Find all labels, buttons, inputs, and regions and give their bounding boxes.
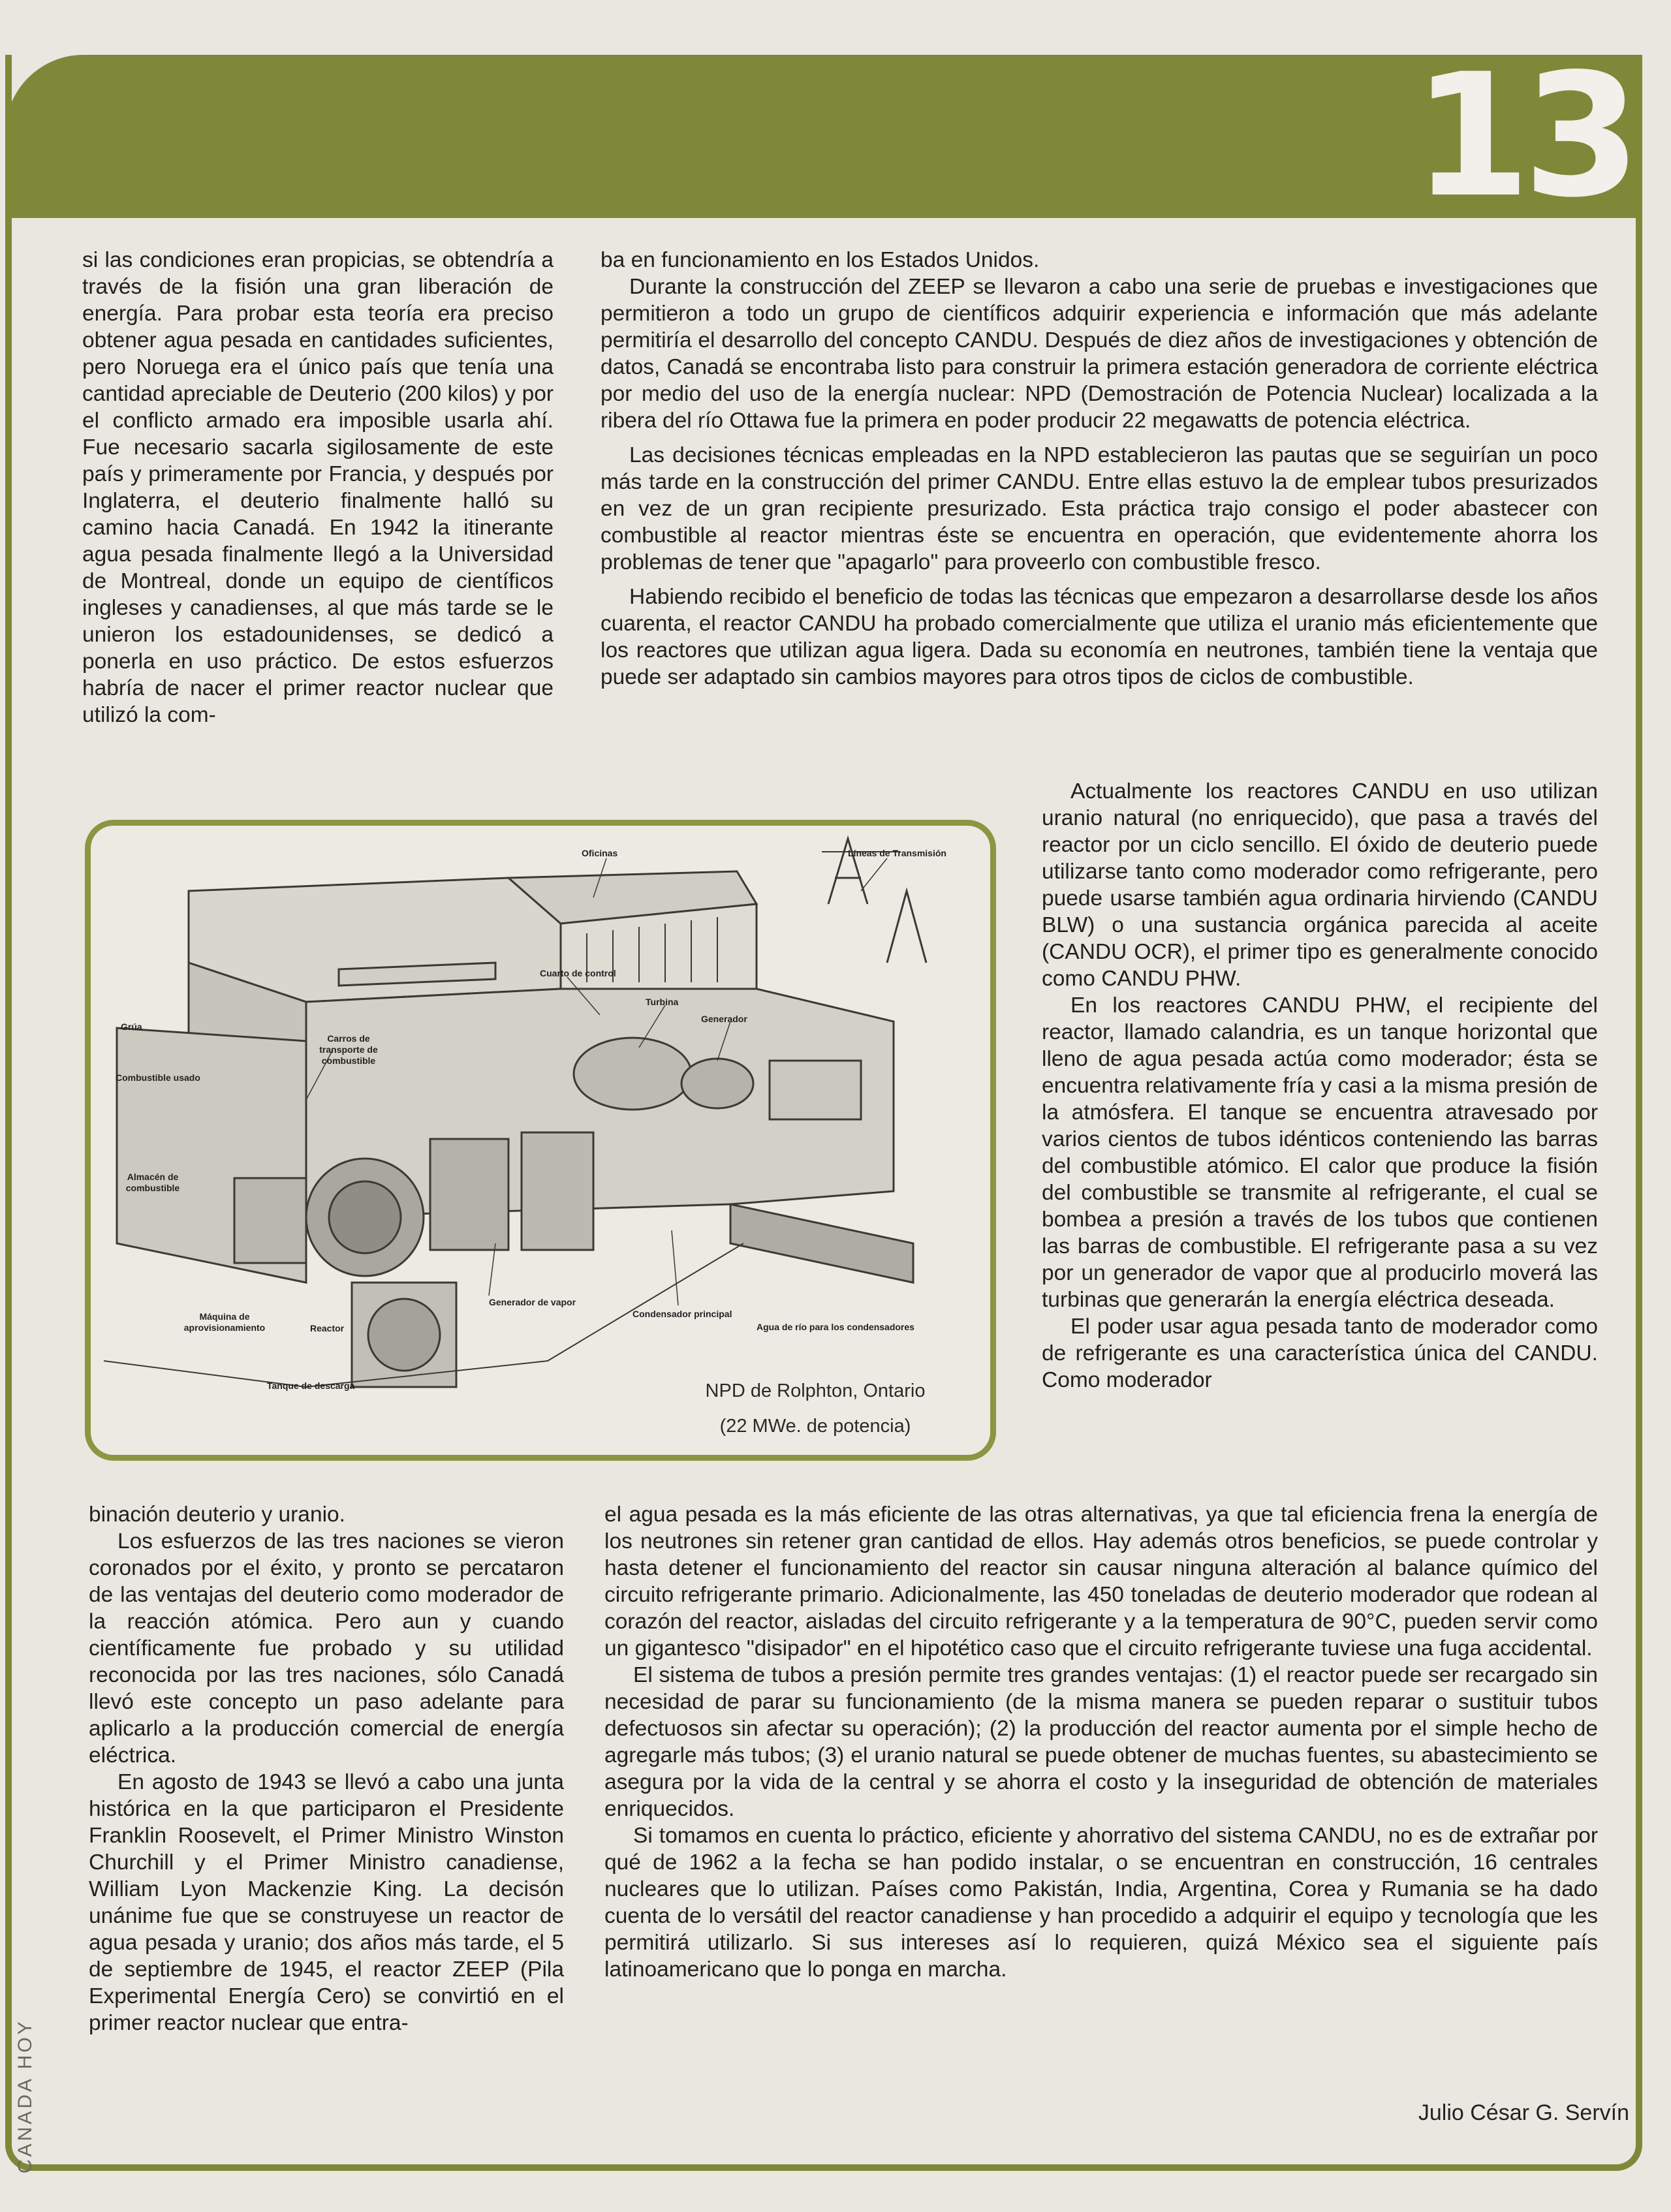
label-maquina-aprovisionamiento: Máquina de aprovisionamiento: [183, 1311, 266, 1333]
column-left-top: [82, 247, 554, 728]
label-tanque-descarga: Tanque de descarga: [267, 1380, 355, 1391]
paragraph: si las condiciones eran propicias, se obtendría a través de la fisión una gran liberación de energía. Para probar esta teoría era preciso obtener agua pesada en cantidades suficientes, pero Noruega era el único país que tenía una cantidad apreciable de Deuterio (200 kilos) y por el conflicto armado era imposible usarla ahí. Fue necesario sacarla sigilosamente de este país y primeramente por Francia, y después por Inglaterra, el deuterio finalmente halló su camino hacia Canadá. En 1942 la itinerante agua pesada finalmente llegó a la Universidad de Montreal, donde un equipo de científicos ingleses y canadienses, al que más tarde se le unieron los estadounidenses, se dedicó a ponerla en uso práctico. De estos esfuerzos habría de nacer el primer reactor nuclear que utilizó la com-: [82, 248, 554, 727]
plant-cutaway-drawing: [91, 826, 992, 1456]
label-almacen-combustible: Almacén de combustible: [125, 1172, 180, 1193]
label-combustible-usado: Combustible usado: [116, 1072, 200, 1083]
figure-caption-subtitle: (22 MWe. de potencia): [719, 1416, 911, 1437]
label-turbina: Turbina: [646, 997, 679, 1007]
column-left-bottom: [89, 1501, 564, 2036]
label-agua-rio: Agua de río para los condensadores: [757, 1322, 914, 1332]
figure-caption-title: NPD de Rolphton, Ontario: [705, 1380, 926, 1401]
paragraph: Habiendo recibido el beneficio de todas las técnicas que empezaron a desarrollarse desde los años cuarenta, el reactor CANDU ha probado comercialmente que utiliza el uranio más eficientemente que los reactores que utilizan agua ligera. Dada su economía en neutrones, también tiene la ventaja que puede ser adaptado sin cambios mayores para otros tipos de ciclos de combustible.: [601, 585, 1598, 689]
paragraph: Durante la construcción del ZEEP se llevaron a cabo una serie de pruebas e investigaciones que permitieron a todo un grupo de científicos adquirir experiencia e información que más adelante permitiría el desarrollo del concepto CANDU. Después de diez años de investigaciones y obtención de datos, Canadá se encontraba listo para construir la primera estación generadora de corriente eléctrica por medio del uso de la energía nuclear: NPD (Demostración de Potencia Nuclear) localizada a la ribera del río Ottawa fue la primera en poder producir 22 megawatts de potencia eléctrica.: [601, 275, 1598, 433]
paragraph: En agosto de 1943 se llevó a cabo una junta histórica en la que participaron el Presidente Franklin Roosevelt, el Primer Ministro Winston Churchill y el Primer Ministro canadiense, William Lyon Mackenzie King. La decisón unánime fue que se construyese un reactor de agua pesada y uranio; dos años más tarde, el 5 de septiembre de 1945, el reactor ZEEP (Pila Experimental Energía Cero) se convirtió en el primer reactor nuclear que entra-: [89, 1770, 564, 2035]
label-oficinas: Oficinas: [582, 848, 618, 858]
label-cuarto-control: Cuarto de control: [540, 968, 616, 978]
column-right-bottom: [604, 1501, 1598, 1983]
paragraph: ba en funcionamiento en los Estados Unidos.: [601, 248, 1040, 272]
paragraph: binación deuterio y uranio.: [89, 1503, 345, 1527]
paragraph: En los reactores CANDU PHW, el recipiente del reactor, llamado calandria, es un tanque horizontal que lleno de agua pesada actúa como moderador; ésta se encuentra relativamente fría y casi a la misma presión de la atmósfera. El tanque se encuentra atravesado por varios cientos de tubos idénticos conteniendo las barras del combustible atómico. El calor que produce la fisión del combustible se transmite al refrigerante, el cual se bombea a presión a través de los tubos que contienen las barras de combustible. El refrigerante pasa a su vez por un generador de vapor que al producirlo moverá las turbinas que generarán la energía eléctrica deseada.: [1042, 993, 1598, 1312]
column-right-narrow: [1042, 778, 1598, 1394]
label-generador-vapor: Generador de vapor: [489, 1297, 576, 1307]
paragraph: Las decisiones técnicas empleadas en la NPD establecieron las pautas que se seguirían un poco más tarde en la construcción del primer CANDU. Entre ellas estuvo la de emplear tubos presurizados en vez de un gran recipiente presurizado. Esta práctica trajo consigo el poder abastecer con combustible al reactor mientras éste se encuentra en operación, que evidentemente ahorra los problemas de tener que "apagarlo" para proveerlo con combustible fresco.: [601, 443, 1598, 574]
label-condensador: Condensador principal: [632, 1309, 732, 1319]
paragraph: Actualmente los reactores CANDU en uso utilizan uranio natural (no enriquecido), que pasa a través del reactor por un ciclo sencillo. El óxido de deuterio puede utilizarse tanto como moderador como refrigerante, pero puede usarse también agua ordinaria hirviendo (CANDU BLW) o una sustancia orgánica parecida al aceite (CANDU OCR), el primer tipo es generalmente conocido como CANDU PHW.: [1042, 779, 1598, 991]
npd-plant-illustration: [85, 820, 996, 1461]
label-carros-transporte: Carros de transporte de combustible: [319, 1033, 378, 1066]
label-grua: Grúa: [121, 1021, 142, 1032]
label-reactor: Reactor: [310, 1323, 345, 1333]
paragraph: el agua pesada es la más eficiente de las otras alternativas, ya que tal eficiencia frena la energía de los neutrones sin retener gran cantidad de ellos. Hay además otros beneficios, se puede controlar y hasta detener el funcionamiento del reactor sin causar ninguna alteración al balance químico del circuito refrigerante primario. Adicionalmente, las 450 toneladas de deuterio moderador que rodean al corazón del reactor, aisladas del circuito refrigerante y a la temperatura de 90°C, pueden servir como un gigantesco "disipador" en el hipotético caso que el circuito refrigerante tuviese una fuga accidental.: [604, 1503, 1598, 1660]
page-number: 13: [1413, 38, 1633, 235]
label-generador: Generador: [701, 1014, 747, 1024]
author-signature: Julio César G. Servín: [1418, 2100, 1629, 2125]
publication-side-label: CANADA HOY: [14, 2019, 36, 2173]
paragraph: Si tomamos en cuenta lo práctico, eficiente y ahorrativo del sistema CANDU, no es de extrañar por qué de 1962 a la fecha se han podido instalar, o se encuentran en construcción, 16 centrales nucleares que lo utilizan. Países como Pakistán, India, Argentina, Corea y Rumania se ha dado cuenta de lo versátil del reactor canadiense y han procedido a adquirir el equipo y tecnología que les permitirá utilizarlo. Si sus intereses así lo requieren, quizá México sea el siguiente país latinoamericano que lo ponga en marcha.: [604, 1824, 1598, 1982]
label-lineas-transmision: Líneas de Transmisión: [848, 848, 946, 858]
paragraph: Los esfuerzos de las tres naciones se vieron coronados por el éxito, y pronto se percataron de las ventajas del deuterio como moderador de la reacción atómica. Pero aun y cuando científicamente fue probado y su utilidad reconocida por las tres naciones, sólo Canadá llevó este concepto un paso adelante para aplicarlo a la producción comercial de energía eléctrica.: [89, 1529, 564, 1768]
paragraph: El sistema de tubos a presión permite tres grandes ventajas: (1) el reactor puede ser recargado sin necesidad de parar su funcionamiento (de la misma manera se pueden reparar o sustituir tubos defectuosos sin afectar su operación); (2) la producción del reactor aumenta por el simple hecho de agregarle más tubos; (3) el uranio natural se puede obtener de muchas fuentes, su abastecimiento se asegura por la vida de la central y se ahorra el costo y la inseguridad de obtención de materiales enriquecidos.: [604, 1663, 1598, 1821]
column-right-top: [601, 247, 1598, 691]
paragraph: El poder usar agua pesada tanto de moderador como de refrigerante es una característica única del CANDU. Como moderador: [1042, 1315, 1598, 1392]
